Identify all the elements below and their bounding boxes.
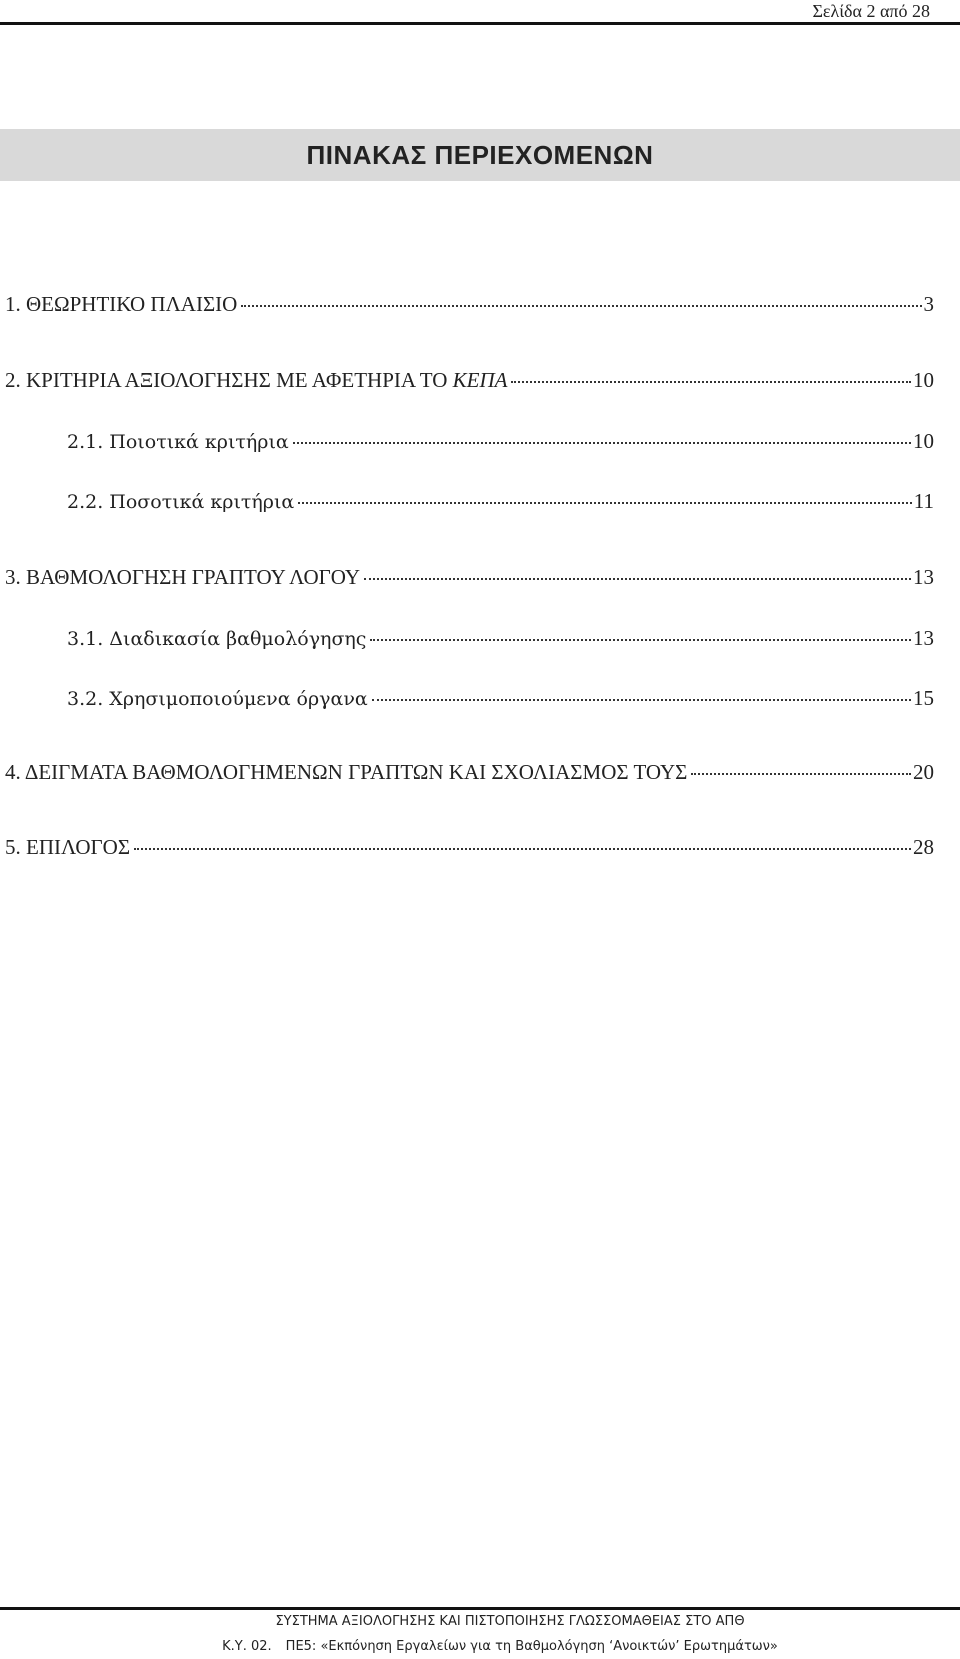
toc-entry-label: 2. ΚΡΙΤΗΡΙΑ ΑΞΙΟΛΟΓΗΣΗΣ ΜΕ ΑΦΕΤΗΡΙΑ ΤΟ ΚΕΠΑ <box>5 368 508 392</box>
toc-leader-dots <box>241 304 921 307</box>
toc-entry-label: 5. ΕΠΙΛΟΓΟΣ <box>5 835 131 859</box>
toc-entry-page: 10 <box>913 368 934 392</box>
toc-entry-label: 4. ΔΕΙΓΜΑΤΑ ΒΑΘΜΟΛΟΓΗΜΕΝΩΝ ΓΡΑΠΤΩΝ ΚΑΙ ΣΧΟΛΙΑΣΜΟΣ ΤΟΥΣ <box>5 760 688 784</box>
toc-entry-label: 3.2. Χρησιμοποιούμενα όργανα <box>67 688 368 710</box>
toc-entry-label: 1. ΘΕΩΡΗΤΙΚΟ ΠΛΑΙΣΙΟ <box>5 292 238 316</box>
toc-entry-page: 3 <box>923 292 934 316</box>
toc-entry-label: 2.2. Ποσοτικά κριτήρια <box>67 491 295 513</box>
toc-leader-dots <box>372 698 911 701</box>
toc-entry-page: 28 <box>913 835 934 859</box>
toc-leader-dots <box>364 577 911 580</box>
toc-entry-2-2[interactable] <box>67 487 934 516</box>
toc-entry-page: 20 <box>913 760 934 784</box>
toc-leader-dots <box>298 501 912 504</box>
toc-leader-dots <box>691 772 911 775</box>
page-title: ΠΙΝΑΚΑΣ ΠΕΡΙΕΧΟΜΕΝΩΝ <box>306 140 654 170</box>
toc-entry-3-2[interactable] <box>67 684 934 713</box>
toc-entry-2-1[interactable] <box>67 427 934 456</box>
toc-entry-4[interactable] <box>5 758 934 786</box>
footer-divider <box>0 1607 960 1610</box>
toc-entry-label: 3.1. Διαδικασία βαθμολόγησης <box>67 628 367 650</box>
toc-entry-page: 13 <box>913 565 934 589</box>
footer-organization: ΣΥΣΤΗΜΑ ΑΞΙΟΛΟΓΗΣΗΣ ΚΑΙ ΠΙΣΤΟΠΟΙΗΣΗΣ ΓΛΩΣΣΟΜΑΘΕΙΑΣ ΣΤΟ ΑΠΘ <box>275 1614 745 1629</box>
toc-entry-2[interactable] <box>5 366 934 394</box>
toc-entry-label: 2.1. Ποιοτικά κριτήρια <box>67 431 289 453</box>
toc-leader-dots <box>511 380 911 383</box>
toc-entry-page: 13 <box>913 626 934 650</box>
toc-entry-page: 15 <box>913 686 934 710</box>
footer-code: Κ.Υ. 02. <box>222 1639 272 1654</box>
toc-leader-dots <box>370 638 911 641</box>
footer-project-title: ΠΕ5: «Εκπόνηση Εργαλείων για τη Βαθμολόγηση ‘Ανοικτών’ Ερωτημάτων» <box>285 1639 778 1654</box>
toc-entry-page: 10 <box>913 429 934 453</box>
toc-entry-label: 3. ΒΑΘΜΟΛΟΓΗΣΗ ΓΡΑΠΤΟΥ ΛΟΓΟΥ <box>5 565 361 589</box>
toc-entry-page: 11 <box>913 489 934 513</box>
toc-entry-5[interactable] <box>5 833 934 861</box>
toc-entry-1[interactable] <box>5 290 934 318</box>
footer-project <box>0 1638 960 1656</box>
toc-entry-label-italic: ΚΕΠΑ <box>452 368 508 392</box>
toc-leader-dots <box>293 441 911 444</box>
page-number: Σελίδα 2 από 28 <box>812 1 930 21</box>
toc-entry-3[interactable] <box>5 563 934 591</box>
toc-entry-3-1[interactable] <box>67 624 934 653</box>
toc-leader-dots <box>134 847 911 850</box>
